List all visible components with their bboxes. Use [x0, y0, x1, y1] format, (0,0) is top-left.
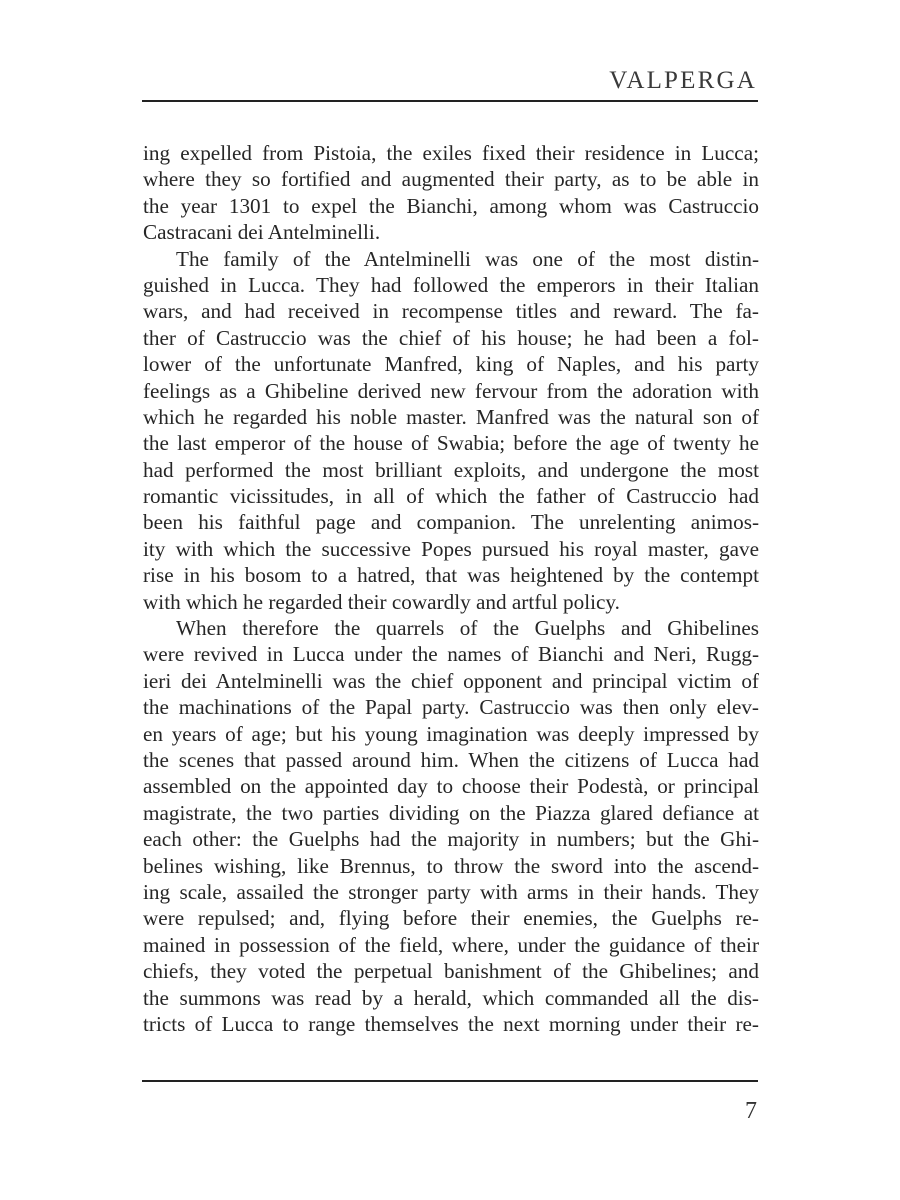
text-line: magistrate, the two parties dividing on the Piazza glared defiance at	[143, 800, 759, 825]
text-line: The family of the Antelminelli was one of the most distin-	[176, 246, 759, 271]
text-line: chiefs, they voted the perpetual banishment of the Ghibelines; and	[143, 959, 759, 984]
text-line: ieri dei Antelminelli was the chief opponent and principal victim of	[143, 668, 759, 693]
running-head-title: VALPERGA	[609, 67, 757, 94]
footer-rule	[142, 1080, 758, 1082]
page-number: 7	[745, 1098, 757, 1124]
text-line: en years of age; but his young imagination was deeply impressed by	[143, 721, 759, 746]
text-line: belines wishing, like Brennus, to throw the sword into the ascend-	[143, 853, 759, 878]
text-line: Castracani dei Antelminelli.	[143, 220, 381, 245]
text-line: guished in Lucca. They had followed the emperors in their Italian	[143, 272, 759, 297]
text-line: lower of the unfortunate Manfred, king of Naples, and his party	[143, 352, 759, 377]
text-line: were repulsed; and, flying before their enemies, the Guelphs re-	[143, 906, 759, 931]
body-text	[143, 140, 759, 1037]
text-line: When therefore the quarrels of the Guelphs and Ghibelines	[176, 616, 759, 641]
text-line: wars, and had received in recompense titles and reward. The fa-	[143, 299, 759, 324]
text-line: had performed the most brilliant exploits, and undergone the most	[143, 457, 759, 482]
text-line: were revived in Lucca under the names of Bianchi and Neri, Rugg-	[143, 642, 759, 667]
text-line: feelings as a Ghibeline derived new fervour from the adoration with	[143, 378, 759, 403]
text-line: the last emperor of the house of Swabia; before the age of twenty he	[143, 431, 759, 456]
text-line: ity with which the successive Popes pursued his royal master, gave	[143, 536, 759, 561]
header-rule	[142, 100, 758, 102]
text-line: ing scale, assailed the stronger party with arms in their hands. They	[143, 879, 759, 904]
text-line: ing expelled from Pistoia, the exiles fixed their residence in Lucca;	[143, 141, 759, 165]
text-line: ther of Castruccio was the chief of his house; he had been a fol-	[143, 325, 759, 350]
text-line: rise in his bosom to a hatred, that was heightened by the contempt	[143, 563, 759, 588]
text-line: each other: the Guelphs had the majority in numbers; but the Ghi-	[143, 827, 759, 852]
text-line: the summons was read by a herald, which commanded all the dis-	[143, 985, 759, 1010]
text-line: assembled on the appointed day to choose their Podestà, or principal	[143, 774, 759, 799]
text-line: tricts of Lucca to range themselves the next morning under their re-	[143, 1011, 759, 1036]
text-line: where they so fortified and augmented their party, as to be able in	[143, 167, 759, 192]
text-line: been his faithful page and companion. The unrelenting animos-	[143, 510, 759, 535]
text-line: with which he regarded their cowardly and artful policy.	[143, 589, 620, 614]
text-line: romantic vicissitudes, in all of which the father of Castruccio had	[143, 484, 759, 509]
text-line: mained in possession of the field, where, under the guidance of their	[143, 932, 759, 957]
text-line: the scenes that passed around him. When the citizens of Lucca had	[143, 747, 759, 772]
text-line: the year 1301 to expel the Bianchi, among whom was Castruccio	[143, 193, 759, 218]
text-line: the machinations of the Papal party. Castruccio was then only elev-	[143, 695, 759, 720]
text-line: which he regarded his noble master. Manfred was the natural son of	[143, 404, 759, 429]
